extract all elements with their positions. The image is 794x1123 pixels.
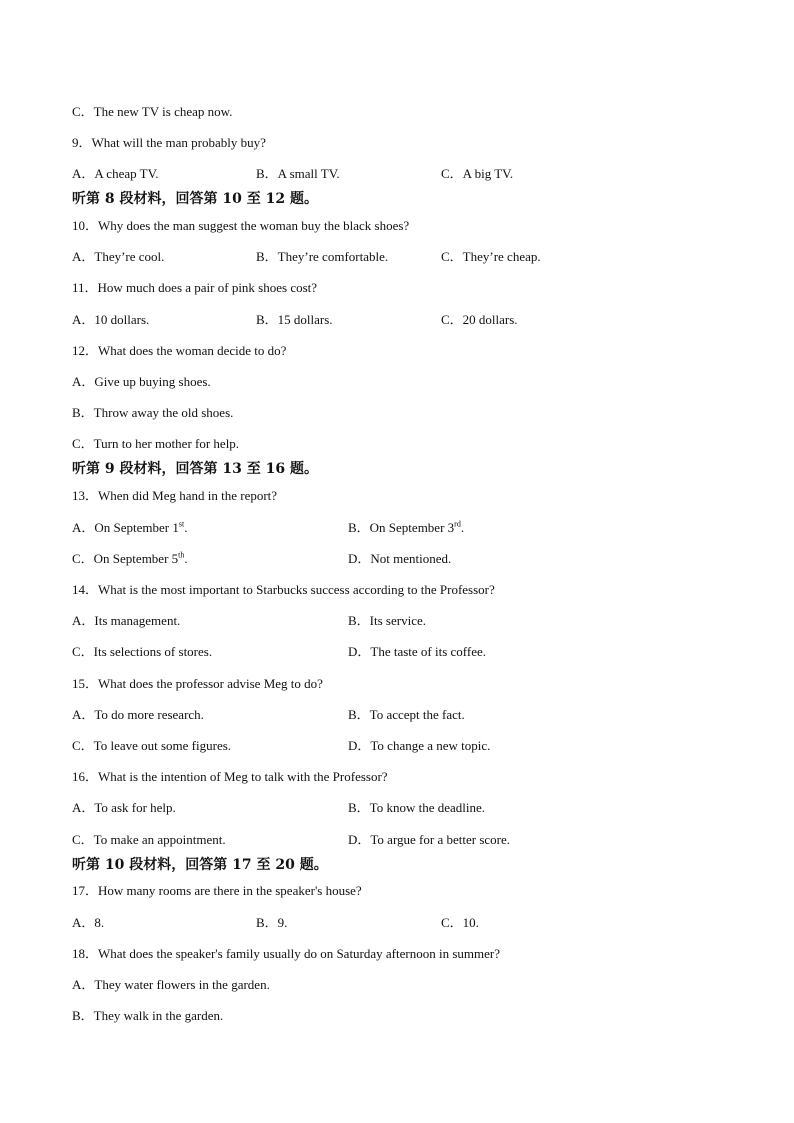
option-13a-suffix: st: [178, 519, 185, 529]
option-18a: A．They water flowers in the garden.: [72, 977, 270, 992]
option-11a: A．10 dollars.: [72, 312, 150, 327]
option-17a: A．8.: [72, 915, 105, 930]
option-13a-text: A．On September 1: [72, 520, 179, 535]
section-heading-8: 听第 8 段材料，回答第 10 至 12 题。: [72, 191, 318, 207]
question-16: 16．What is the intention of Meg to talk with the Professor?: [72, 769, 388, 784]
option-16d: D．To argue for a better score.: [348, 832, 511, 847]
option-15c: C．To leave out some figures.: [72, 738, 232, 753]
option-13a: A．On September 1st.: [72, 519, 188, 535]
option-13b-text: B．On September 3: [348, 520, 455, 535]
option-16a: A．To ask for help.: [72, 800, 176, 815]
option-13b-suffix: rd: [454, 519, 461, 529]
option-9b: B．A small TV.: [256, 166, 340, 181]
option-10b: B．They’re comfortable.: [256, 249, 389, 264]
question-17: 17．How many rooms are there in the speaker's house?: [72, 883, 362, 898]
option-12c: C．Turn to her mother for help.: [72, 436, 240, 451]
question-14: 14．What is the most important to Starbucks success according to the Professor?: [72, 582, 495, 597]
option-10a: A．They’re cool.: [72, 249, 165, 264]
question-12: 12．What does the woman decide to do?: [72, 343, 287, 358]
option-16b: B．To know the deadline.: [348, 800, 486, 815]
section-heading-9: 听第 9 段材料，回答第 13 至 16 题。: [72, 461, 318, 477]
option-11b: B．15 dollars.: [256, 312, 333, 327]
question-15: 15．What does the professor advise Meg to do?: [72, 676, 323, 691]
question-11: 11．How much does a pair of pink shoes cost?: [72, 280, 318, 295]
option-15b: B．To accept the fact.: [348, 707, 465, 722]
option-16c: C．To make an appointment.: [72, 832, 226, 847]
option-15a: A．To do more research.: [72, 707, 204, 722]
option-9c: C．A big TV.: [441, 166, 514, 181]
option-13c: C．On September 5th.: [72, 550, 188, 566]
option-13c-suffix: th: [178, 550, 185, 560]
section-heading-10: 听第 10 段材料，回答第 17 至 20 题。: [72, 857, 328, 873]
option-17c: C．10.: [441, 915, 479, 930]
option-17b: B．9.: [256, 915, 288, 930]
option-14c: C．Its selections of stores.: [72, 644, 213, 659]
option-11c: C．20 dollars.: [441, 312, 518, 327]
option-15d: D．To change a new topic.: [348, 738, 491, 753]
question-9: 9．What will the man probably buy?: [72, 135, 266, 150]
option-12b: B．Throw away the old shoes.: [72, 405, 234, 420]
option-13d: D．Not mentioned.: [348, 551, 452, 566]
question-10: 10．Why does the man suggest the woman buy the black shoes?: [72, 218, 410, 233]
option-14d: D．The taste of its coffee.: [348, 644, 487, 659]
option-10c: C．They’re cheap.: [441, 249, 541, 264]
option-14b: B．Its service.: [348, 613, 426, 628]
question-18: 18．What does the speaker's family usually do on Saturday afternoon in summer?: [72, 946, 500, 961]
question-13: 13．When did Meg hand in the report?: [72, 488, 278, 503]
option-13b: B．On September 3rd.: [348, 519, 465, 535]
option-14a: A．Its management.: [72, 613, 181, 628]
option-8c: C．The new TV is cheap now.: [72, 104, 233, 119]
option-18b: B．They walk in the garden.: [72, 1008, 224, 1023]
option-12a: A．Give up buying shoes.: [72, 374, 211, 389]
option-13c-text: C．On September 5: [72, 551, 179, 566]
option-9a: A．A cheap TV.: [72, 166, 159, 181]
